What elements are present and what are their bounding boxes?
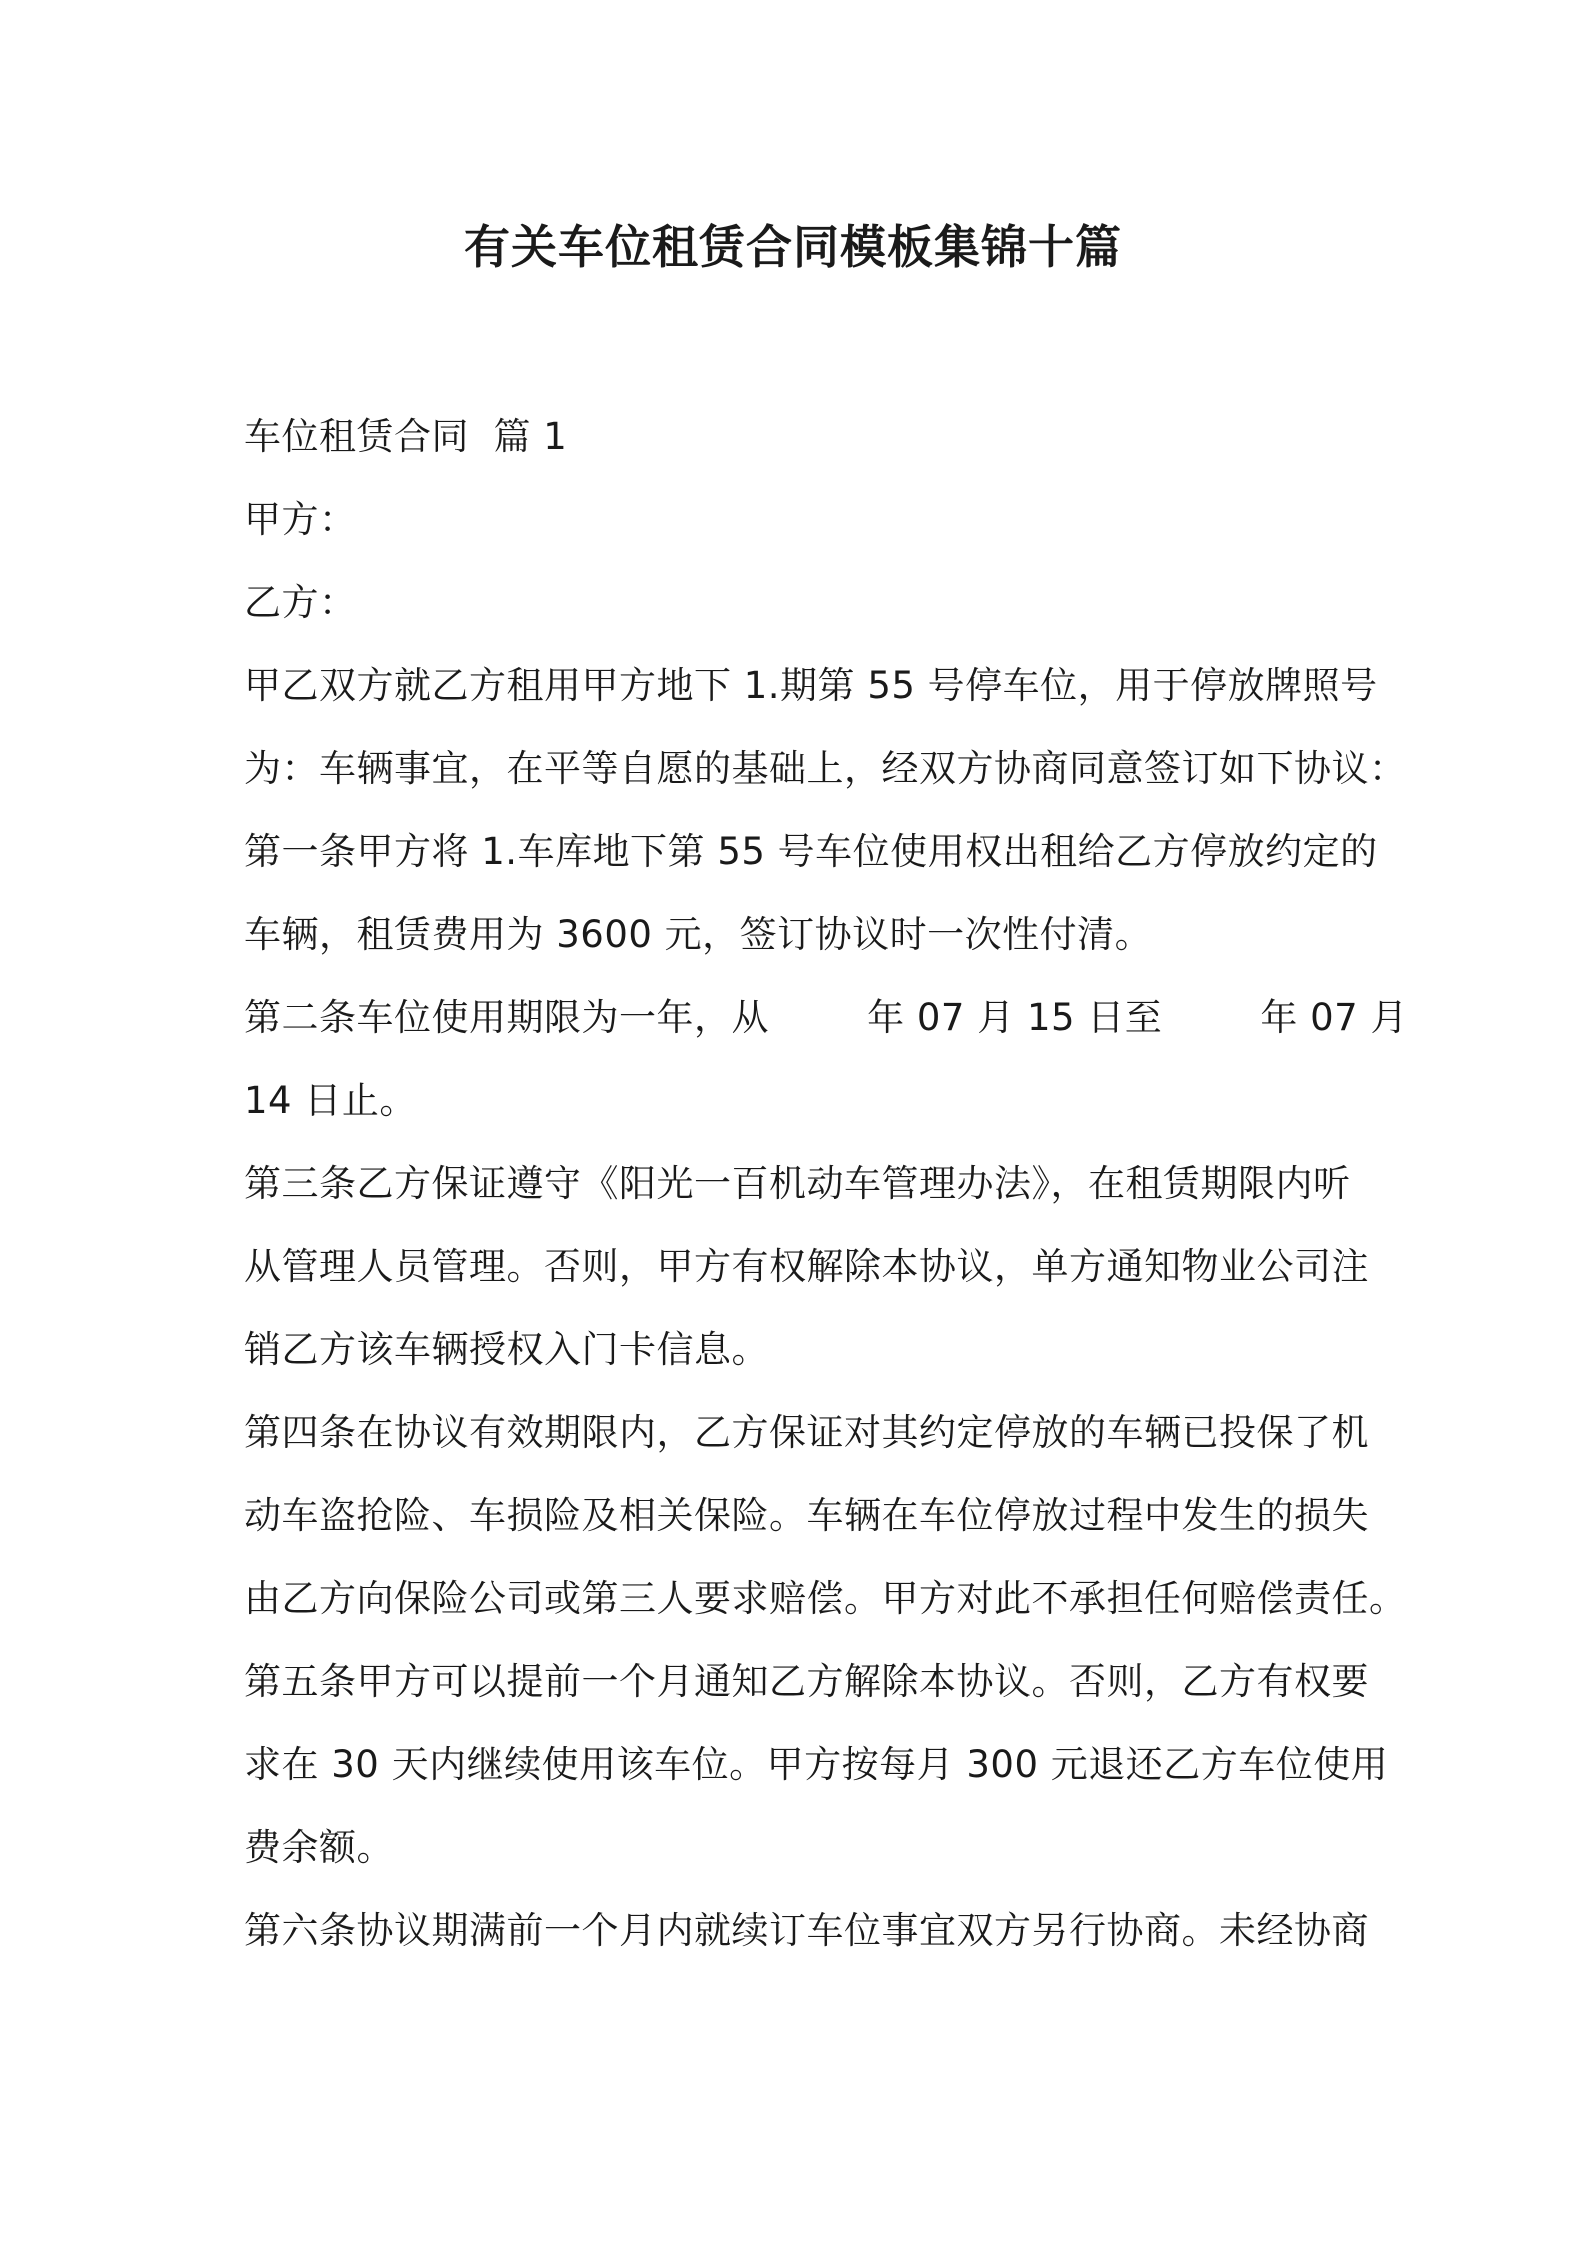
text-line: 销乙方该车辆授权入门卡信息。 (244, 1328, 769, 1371)
text-line: 从管理人员管理。否则，甲方有权解除本协议，单方通知物业公司注 (244, 1245, 1369, 1288)
text-line: 甲乙双方就乙方租用甲方地下 1.期第 55 号停车位，用于停放牌照号 (244, 664, 1378, 707)
text-line: 车辆，租赁费用为 3600 元，签订协议时一次性付清。 (244, 913, 1153, 956)
text-line: 第二条车位使用期限为一年，从 年 07 月 15 日至 年 07 月 (244, 996, 1408, 1039)
text-line: 费余额。 (244, 1826, 394, 1869)
text-line: 由乙方向保险公司或第三人要求赔偿。甲方对此不承担任何赔偿责任。 (244, 1577, 1407, 1620)
section-heading: 车位租赁合同 篇 1 (244, 415, 568, 458)
text-line: 第五条甲方可以提前一个月通知乙方解除本协议。否则，乙方有权要 (244, 1660, 1369, 1703)
document-title: 有关车位租赁合同模板集锦十篇 (464, 220, 1122, 274)
text-line: 动车盗抢险、车损险及相关保险。车辆在车位停放过程中发生的损失 (244, 1494, 1369, 1537)
text-line: 第三条乙方保证遵守《阳光一百机动车管理办法》，在租赁期限内听 (244, 1162, 1351, 1205)
document-body (244, 402, 1408, 1979)
text-line: 14 日止。 (244, 1079, 417, 1122)
text-line: 第四条在协议有效期限内，乙方保证对其约定停放的车辆已投保了机 (244, 1411, 1369, 1454)
text-line: 为：车辆事宜，在平等自愿的基础上，经双方协商同意签订如下协议： (244, 747, 1407, 790)
party-b-line: 乙方： (244, 581, 357, 624)
party-a-line: 甲方： (244, 498, 357, 541)
text-line: 第六条协议期满前一个月内就续订车位事宜双方另行协商。未经协商 (244, 1909, 1369, 1952)
text-line: 求在 30 天内继续使用该车位。甲方按每月 300 元退还乙方车位使用 (244, 1743, 1389, 1786)
text-line: 第一条甲方将 1.车库地下第 55 号车位使用权出租给乙方停放约定的 (244, 830, 1378, 873)
